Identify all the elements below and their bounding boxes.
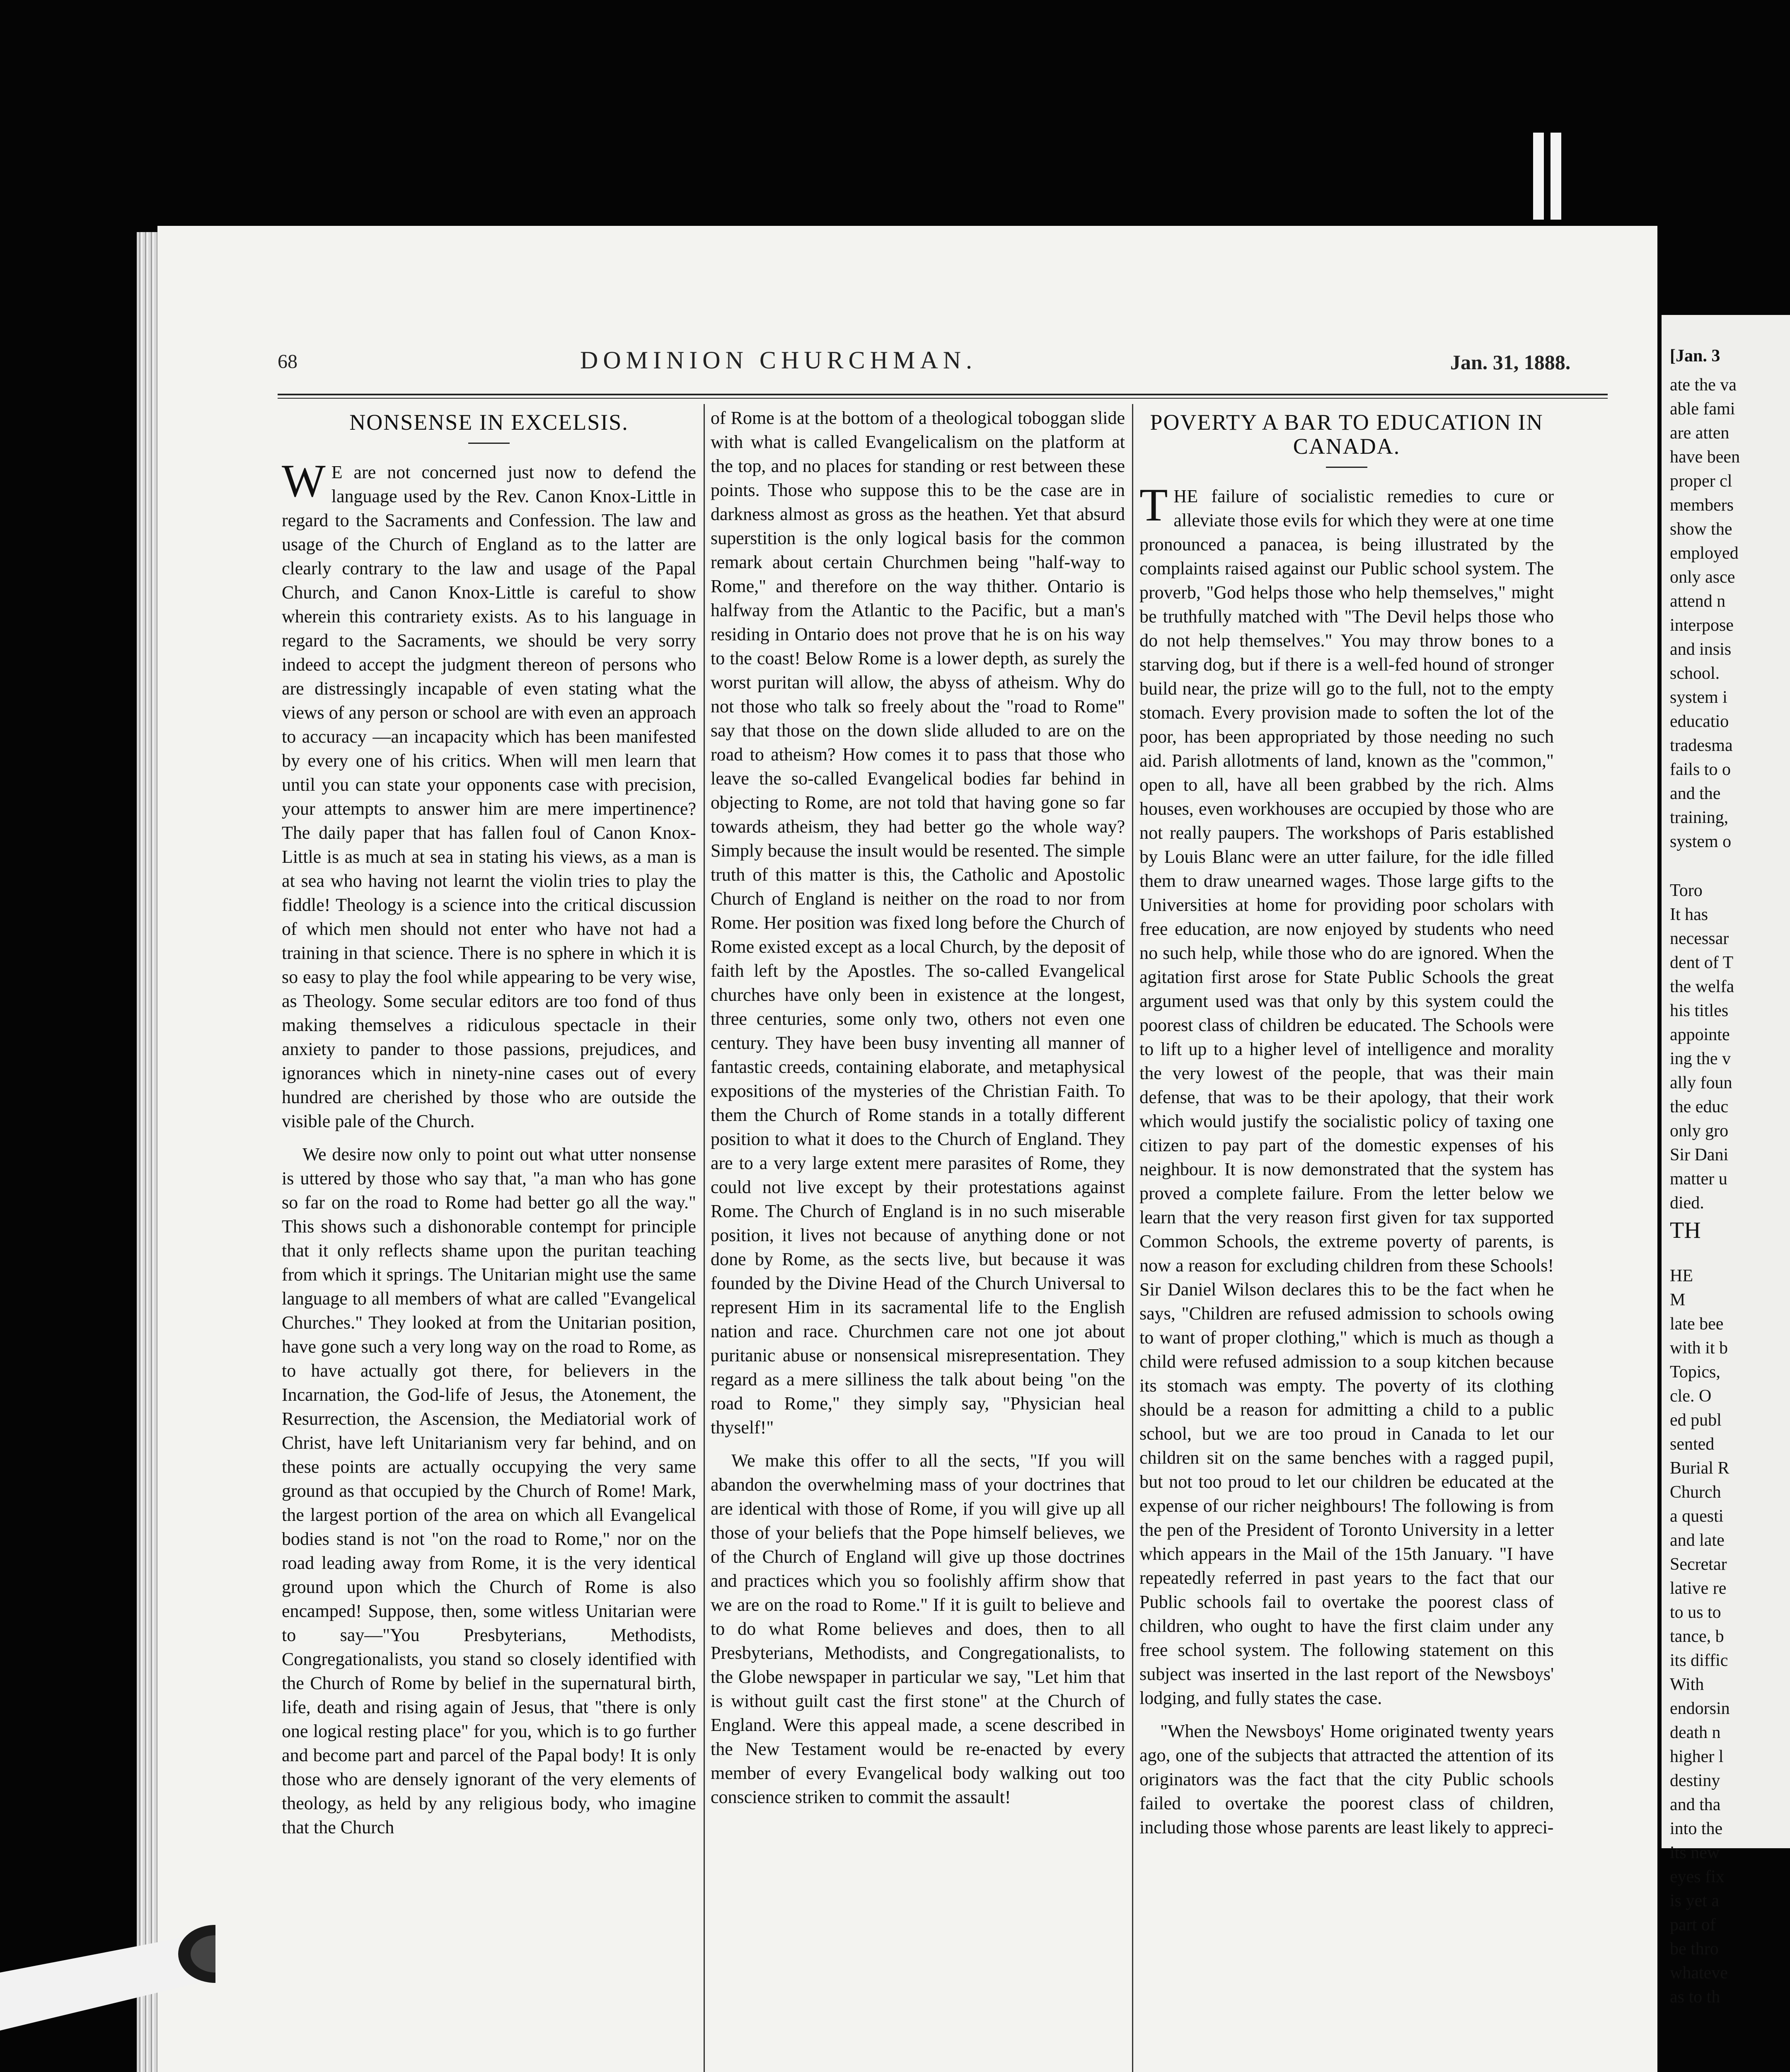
facing-page-line: Church	[1670, 1483, 1721, 1502]
facing-page-line: ing the v	[1670, 1049, 1731, 1068]
journal-title: DOMINION CHURCHMAN.	[580, 346, 977, 374]
facing-page-text-2	[1670, 879, 1786, 1215]
facing-page-line: be thro	[1670, 1939, 1719, 1958]
title-dash	[1326, 467, 1367, 468]
facing-page-line: HE	[1670, 1266, 1693, 1285]
paragraph-text: E are not concerned just now to defend the language used by the Rev. Canon Knox-Little in regard to the Sacraments and Confession. The law and usage of the Church of England as to the latter are clearly contrary to the law and usage of the Papal Church, and Canon Knox-Little is careful to show wherein this contrariety exists. As to his language in regard to the Sacraments, we should be very sorry indeed to accept the judgment thereon of persons who are distressingly incapable of even stating what the views of any person or school are with even an approach to accuracy —an incapacity which has been manifested by every one of his critics. When will men learn that until you can state your opponents case with precision, your attempts to answer him are mere impertinence? The daily paper that has fallen foul of Canon Knox-Little is as much at sea in stating his views, as a man is at sea who having not learnt the violin tries to play the fiddle! Theology is a science into the critical discussion of which men should not enter who have not had a training in that science. There is no sphere in which it is so easy to play the fool while appearing to be very wise, as Theology. Some secular editors are too fond of thus making themselves a ridiculous spectacle in their anxiety to pander to those passions, prejudices, and ignorances which in ninety-nine cases out of every hundred are cherished by those who are outside the visible pale of the Church.	[282, 462, 696, 1131]
article-paragraph: of Rome is at the bottom of a theological toboggan slide with what is called Evangelicalism on the platform at the top, and no places for standing or rest between these points. Those who suppose this to be the case are in darkness almost as gross as the heathen. Yet that absurd superstition is the only logical basis for the common remark about certain Churchmen being "half-way to Rome," and therefore on the way thither. Ontario is halfway from the Atlantic to the Pacific, but a man's residing in Ontario does not prove that he is on his way to the coast! Below Rome is a lower depth, as surely the worst puritan will allow, the abyss of atheism. Why do not those who talk so freely about the "road to Rome" say that those on the down slide alluded to are on the road to atheism? How comes it to pass that those who leave the so-called Evangelical bodies far behind in objecting to Rome, are not told that having gone so far towards atheism, they had better go the whole way? Simply because the insult would be resented. The simple truth of this matter is this, the Catholic and Apostolic Church of England is neither on the road to nor from Rome. Her position was fixed long before the Church of Rome existed except as a local Church, by the deposit of faith left by the Apostles. The so-called Evangelical churches have only been in existence at the longest, three centuries, some only two, others not even one century. They have been busy inventing all manner of fantastic creeds, containing elaborate, and metaphysical expositions of the mysteries of the Christian Faith. To them the Church of Rome stands in a totally different position to what it does to the Church of England. They are to a very large extent mere parasites of Rome, they could not live except by their protestations against Rome. The Church of England is in no such miserable position, it lives not because of anything done or not done by Rome, as the sects live, but because it was founded by the Divine Head of the Church Universal to represent Him in its sacramental life to the English nation and race. Churchmen care not one jot about puritanic abuse or nonsensical misrepresentation. They regard as a mere silliness the talk about being "on the road to Rome," they simply say, "Physician heal thyself!"	[711, 408, 1125, 1438]
facing-page-line: Secretar	[1670, 1555, 1727, 1574]
facing-page-line: training,	[1670, 808, 1729, 827]
facing-page-line: educatio	[1670, 712, 1729, 731]
article-title-poverty: POVERTY A BAR TO EDUCATION IN CANADA.	[1150, 410, 1543, 459]
title-dash	[468, 443, 510, 444]
facing-page-line: Toro	[1670, 881, 1703, 900]
facing-page-line: to us to	[1670, 1603, 1721, 1622]
facing-page-line: is yet a	[1670, 1891, 1719, 1910]
facing-page-text-3	[1670, 1264, 1786, 2009]
drop-initial: W	[282, 455, 326, 507]
facing-page-line: the educ	[1670, 1097, 1729, 1116]
facing-page-line: eyes fix	[1670, 1867, 1725, 1886]
column-divider	[704, 404, 705, 2072]
facing-page-line: It has	[1670, 905, 1708, 924]
facing-page-line: death n	[1670, 1723, 1721, 1742]
facing-page-line: members	[1670, 496, 1734, 515]
facing-page-line: his titles	[1670, 1001, 1729, 1020]
article-paragraph: "When the Newsboys' Home originated twenty years ago, one of the subjects that attracted the attention of its originators was the fact that the city Public schools failed to overtake the poorest class of children, including those whose parents are least likely to appreci-	[1139, 1721, 1554, 1837]
facing-page-line: school.	[1670, 664, 1720, 683]
facing-page-heading: TH	[1670, 1218, 1701, 1243]
page-clip-holder	[0, 1915, 215, 2060]
facing-page-line: with it b	[1670, 1339, 1728, 1358]
issue-date: Jan. 31, 1888.	[1450, 351, 1571, 374]
article-paragraph: We desire now only to point out what utter nonsense is uttered by those who say that, "a man who has gone so far on the road to Rome had better go all the way." This shows such a dishonorable contempt for principle that it only reflects shame upon the puritan teaching from which it springs. The Unitarian might use the same language to all members of what are called "Evangelical Churches." They looked at from the Unitarian position, have gone such a very long way on the road to Rome, as to have actually got there, for believers in the Incarnation, the God-life of Jesus, the Atonement, the Resurrection, the Ascension, the Mediatorial work of Christ, have left Unitarianism very far behind, and on these points are actually occupying the very same ground as that occupied by the Church of Rome! Mark, the largest portion of the area on which all Evangelical bodies stand is not "on the road to Rome," nor on the road leading away from Rome, it is the very identical ground upon which the Church of Rome is also encamped! Suppose, then, some witless Unitarian were to say—"You Presbyterians, Methodists, Congregationalists, you stand so closely identified with the Church of Rome by belief in the supernatural birth, life, death and rising again of Jesus, that "there is only one logical resting place" for you, which is to go further and become part and parcel of the Papal body! It is only those who are densely ignorant of the very elements of theology, as held by any religious body, who imagine that the Church	[282, 1144, 696, 1837]
column-1	[282, 406, 696, 1849]
facing-page-line: as to th	[1670, 1987, 1720, 2007]
facing-page-line: higher l	[1670, 1747, 1724, 1766]
facing-page-line: appointe	[1670, 1025, 1730, 1044]
facing-page-line: endorsin	[1670, 1699, 1730, 1718]
facing-page-header: [Jan. 3	[1670, 346, 1720, 366]
facing-page-line: tance, b	[1670, 1627, 1724, 1646]
facing-page-line: lative re	[1670, 1579, 1727, 1598]
article-title-nonsense: NONSENSE IN EXCELSIS.	[349, 410, 629, 435]
facing-page-line: whateve	[1670, 1963, 1728, 1982]
facing-page-line: and tha	[1670, 1795, 1721, 1814]
facing-page-line: proper cl	[1670, 472, 1732, 491]
facing-page-line: ed publ	[1670, 1411, 1722, 1430]
facing-page-line: destiny	[1670, 1771, 1720, 1790]
newspaper-page	[157, 226, 1657, 2072]
facing-page-line: employed	[1670, 544, 1739, 563]
film-mark-top-2	[1551, 133, 1561, 220]
facing-page-line: the welfa	[1670, 977, 1734, 996]
article-paragraph: We make this offer to all the sects, "If you will abandon the overwhelming mass of your doctrines that are identical with those of Rome, if you will give up all those of your beliefs that the Pope himself believes, we of the Church of England will give up those doctrines and practices which you so foolishly affirm show that we are on the road to Rome." If it is guilt to believe and to do what Rome believes and does, then to all Presbyterians, Methodists, and Congregationalists, to the Globe newspaper in particular we say, "Let him that is without guilt cast the first stone" at the Church of England. Were this appeal made, a scene described in the New Testament would be re-enacted by every member of every Evangelical body walking out too conscience striken to commit the assault!	[711, 1450, 1125, 1807]
facing-page-line: died.	[1670, 1193, 1704, 1213]
facing-page-text-1	[1670, 373, 1786, 854]
facing-page-line: matter u	[1670, 1169, 1727, 1188]
article-paragraph	[1139, 479, 1554, 1710]
facing-page-line: only gro	[1670, 1121, 1729, 1140]
facing-page-line: fails to o	[1670, 760, 1731, 779]
facing-page-line: are atten	[1670, 424, 1730, 443]
facing-page-line: able fami	[1670, 399, 1735, 419]
article-paragraph	[282, 455, 696, 1133]
column-3	[1139, 406, 1554, 1849]
facing-page-line: system i	[1670, 688, 1727, 707]
facing-page-line: late bee	[1670, 1314, 1724, 1334]
paragraph-text: HE failure of socialistic remedies to cure or alleviate those evils for which they were at one time pronounced a panacea, is being illustrated by the complaints raised against our Public school system. The proverb, "God helps those who help themselves," might be truthfully matched with "The Devil helps those who do not help themselves." You may throw bones to a starving dog, but if there is a well-fed hound of stronger build near, the prize will go to the full, not to the empty stomach. Every provision made to soften the lot of the poor, has been appropriated by those needing no such aid. Parish allotments of land, known as the "common," open to all, have all been grabbed by the rich. Alms houses, even workhouses are occupied by those who are not really paupers. The workshops of Paris established by Louis Blanc were an utter failure, for the idle filled them to draw unearned wages. Those large gifts to the Universities at home for providing poor scholars with free education, are now enjoyed by students who need no such help, while those who do are ignored. When the agitation first arose for State Public Schools the great argument used was that only by this system could the poorest class of children be educated. The Schools were to lift up to a higher level of intelligence and morality the very lowest of the people, that was their main defense, that was to be their apology, that their work which would justify the socialistic policy of taxing one citizen to pay part of the domestic expenses of his neighbour. It is now demonstrated that the system has proved a complete failure. From the letter below we learn that the very reason first given for tax supported Common Schools, the extreme poverty of parents, is now a reason for excluding children from these Schools! Sir Daniel Wilson declares this to be the fact when he says, "Children are refused admission to schools owing to want of proper clothing," which is much as though a child were refused admission to a soup kitchen because its stomach was empty. The poverty of its clothing should be a reason for admitting a child to a public school, but we are too proud in Canada to let our children sit on the same benches with a ragged pupil, but not too proud to let our children be educated at the expense of our richer neighbours! The following is from the pen of the President of Toronto University in a letter which appears in the Mail of the 15th January. "I have repeatedly referred in past years to the fact that our Public schools fail to overtake the poorest class of children, who ought to have the first claim under any free school system. The following statement on this subject was inserted in the last report of the Newsboys' lodging, and fully states the case.	[1139, 486, 1554, 1708]
facing-page-line: Burial R	[1670, 1459, 1730, 1478]
facing-page-line: cle. O	[1670, 1387, 1712, 1406]
facing-page-line: and insis	[1670, 640, 1732, 659]
facing-page-line: Topics,	[1670, 1363, 1720, 1382]
drop-initial: T	[1139, 479, 1168, 531]
facing-page-line: M	[1670, 1290, 1686, 1310]
facing-page-line: its new	[1670, 1843, 1720, 1862]
facing-page-line: With	[1670, 1675, 1704, 1694]
column-divider	[1132, 404, 1133, 2072]
facing-page-line: attend n	[1670, 592, 1726, 611]
facing-page-line: into the	[1670, 1819, 1723, 1838]
facing-page-line: necessar	[1670, 929, 1729, 948]
facing-page-line: dent of T	[1670, 953, 1734, 972]
facing-page-line: sented	[1670, 1435, 1715, 1454]
facing-page-line: part of	[1670, 1915, 1716, 1934]
header-rule	[278, 394, 1608, 395]
facing-page-fragment	[1662, 315, 1790, 2007]
column-2	[711, 406, 1125, 1818]
page-number: 68	[278, 351, 298, 373]
facing-page-line: a questi	[1670, 1507, 1724, 1526]
facing-page-line: ally foun	[1670, 1073, 1732, 1092]
facing-page-line: only asce	[1670, 568, 1735, 587]
facing-page-line: system o	[1670, 832, 1732, 851]
facing-page-line: tradesma	[1670, 736, 1733, 755]
facing-page-line: and the	[1670, 784, 1721, 803]
facing-page-line: have been	[1670, 448, 1740, 467]
facing-page-line: interpose	[1670, 616, 1734, 635]
facing-page-line: Sir Dani	[1670, 1145, 1729, 1164]
facing-page-line: its diffic	[1670, 1651, 1728, 1670]
facing-page-line: show the	[1670, 520, 1732, 539]
film-mark-top-1	[1533, 133, 1544, 220]
facing-page-line: and late	[1670, 1531, 1725, 1550]
header-rule-2	[278, 398, 1608, 399]
facing-page-line: ate the va	[1670, 375, 1737, 395]
